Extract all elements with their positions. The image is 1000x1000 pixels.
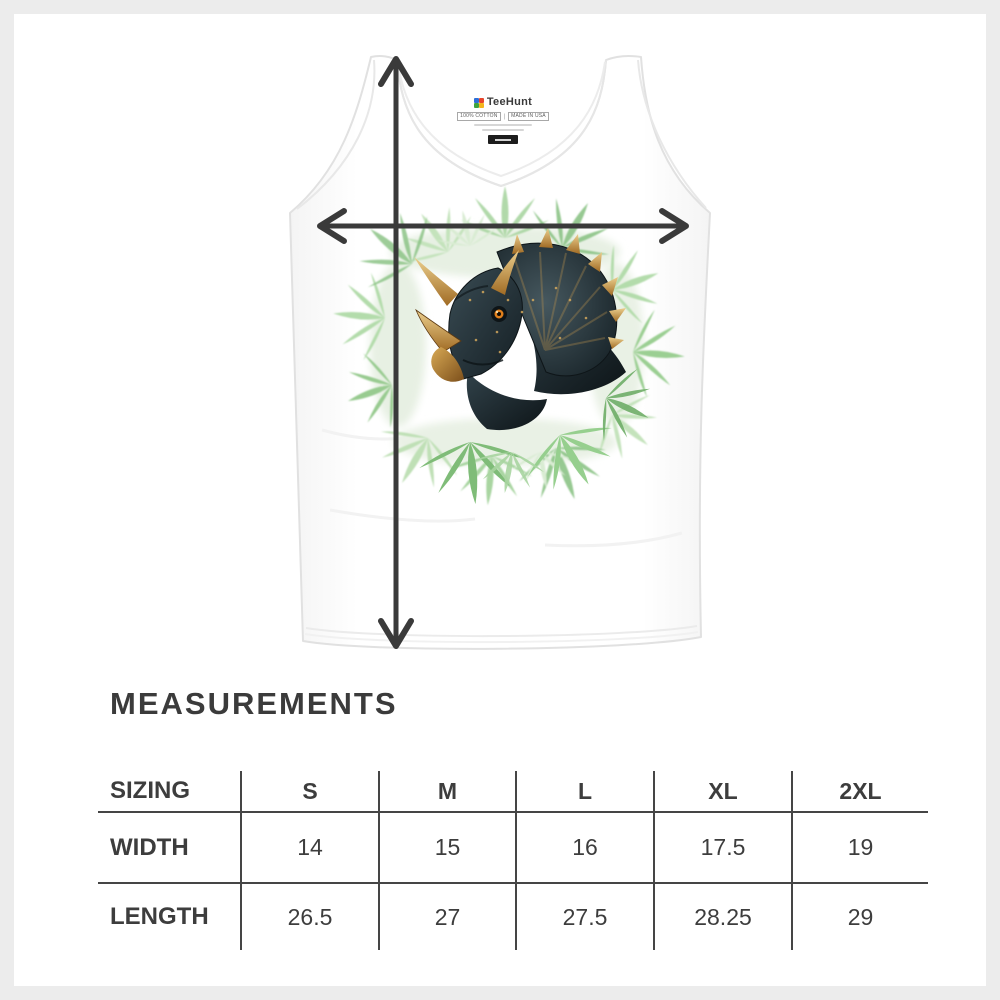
origin-text: MADE IN USA [508, 112, 549, 121]
table-header-s: S [242, 771, 380, 813]
sizing-table [98, 771, 928, 950]
care-text-line [474, 124, 532, 126]
row-label-width: WIDTH [98, 813, 242, 884]
row-label-length: LENGTH [98, 884, 242, 950]
width-xl: 17.5 [655, 813, 793, 884]
width-l: 16 [517, 813, 655, 884]
length-xl: 28.25 [655, 884, 793, 950]
table-header-m: M [380, 771, 517, 813]
table-header-xl: XL [655, 771, 793, 813]
label-divider: | [503, 113, 506, 120]
length-2xl: 29 [847, 903, 874, 930]
length-m: 27 [380, 884, 517, 950]
length-s: 26.5 [242, 884, 380, 950]
teehunt-logo-icon [474, 98, 484, 108]
width-s: 14 [242, 813, 380, 884]
size-tag [488, 135, 518, 144]
table-header-2xl: 2XL [793, 771, 928, 813]
brand-name: TeeHunt [486, 96, 533, 108]
length-l: 27.5 [517, 884, 655, 950]
width-m: 15 [380, 813, 517, 884]
care-text-line [482, 129, 524, 131]
section-title: MEASUREMENTS [110, 686, 398, 721]
neck-label [452, 97, 554, 144]
table-header-l: L [517, 771, 655, 813]
table-header-sizing: SIZING [98, 771, 242, 813]
material-text: 100% COTTON [457, 112, 500, 121]
width-2xl: 19 [793, 813, 928, 884]
